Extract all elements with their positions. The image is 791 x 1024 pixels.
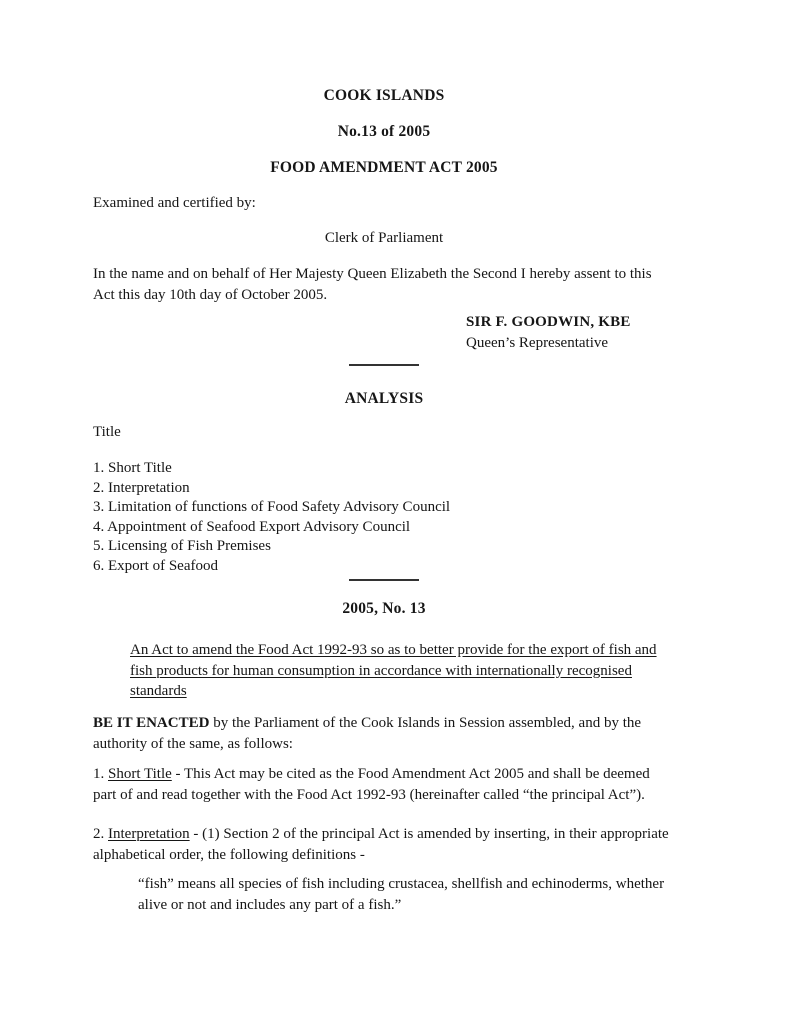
analysis-title-label: Title [93, 424, 121, 440]
analysis-item-3: 3. Limitation of functions of Food Safety Advisory Council [93, 499, 451, 515]
analysis-item-4: 4. Appointment of Seafood Export Advisory Council [93, 518, 411, 535]
act-number-heading: No.13 of 2005 [337, 123, 431, 140]
signature-block [466, 312, 675, 354]
section-1-paragraph [93, 764, 675, 806]
analysis-item-6: 6. Export of Seafood [93, 557, 218, 574]
signatory-name: SIR F. GOODWIN, KBE [466, 314, 631, 330]
fish-definition-paragraph: “fish” means all species of fish including crustacea, shellfish and echinoderms, whether alive or not and includes any part of a fish.” [138, 875, 665, 913]
signatory-title: Queen’s Representative [466, 335, 609, 351]
section-1-body: - This Act may be cited as the Food Amendment Act 2005 and shall be deemed part of and read together with the Food Act 1992-93 (hereinafter called “the principal Act”). [93, 765, 650, 803]
examined-certified-line: Examined and certified by: [93, 195, 256, 211]
analysis-item-2: 2. Interpretation [93, 479, 190, 496]
analysis-list [93, 459, 675, 576]
analysis-item-5: 5. Licensing of Fish Premises [93, 538, 271, 554]
document-content [93, 0, 675, 917]
session-number-heading: 2005, No. 13 [342, 600, 426, 617]
section-2-paragraph [93, 824, 675, 866]
section-2-number: 2. [93, 825, 108, 842]
section-1-heading: Short Title [108, 765, 172, 782]
clerk-of-parliament-line: Clerk of Parliament [324, 230, 444, 246]
section-2-heading: Interpretation [108, 825, 190, 842]
country-heading: COOK ISLANDS [323, 87, 445, 104]
enacting-clause-bold: BE IT ENACTED [93, 714, 210, 731]
act-long-title: An Act to amend the Food Act 1992-93 so as to better provide for the export of fish and fish products for human consumption in accordance with internationally recognised standards [130, 642, 657, 699]
section-1-number: 1. [93, 765, 108, 782]
enacting-clause-rest: by the Parliament of the Cook Islands in Session assembled, and by the authority of the same, as follows: [93, 714, 642, 752]
analysis-item-1: 1. Short Title [93, 460, 172, 476]
act-title-heading: FOOD AMENDMENT ACT 2005 [270, 159, 498, 176]
enacting-clause [93, 713, 675, 755]
divider-rule-2 [349, 579, 419, 581]
analysis-heading: ANALYSIS [344, 390, 424, 407]
section-2-body: - (1) Section 2 of the principal Act is amended by inserting, in their appropriate alphabetical order, the following definitions - [93, 825, 669, 863]
divider-rule-1 [349, 364, 419, 366]
assent-paragraph: In the name and on behalf of Her Majesty Queen Elizabeth the Second I hereby assent to this Act this day 10th day of October 2005. [93, 266, 652, 303]
